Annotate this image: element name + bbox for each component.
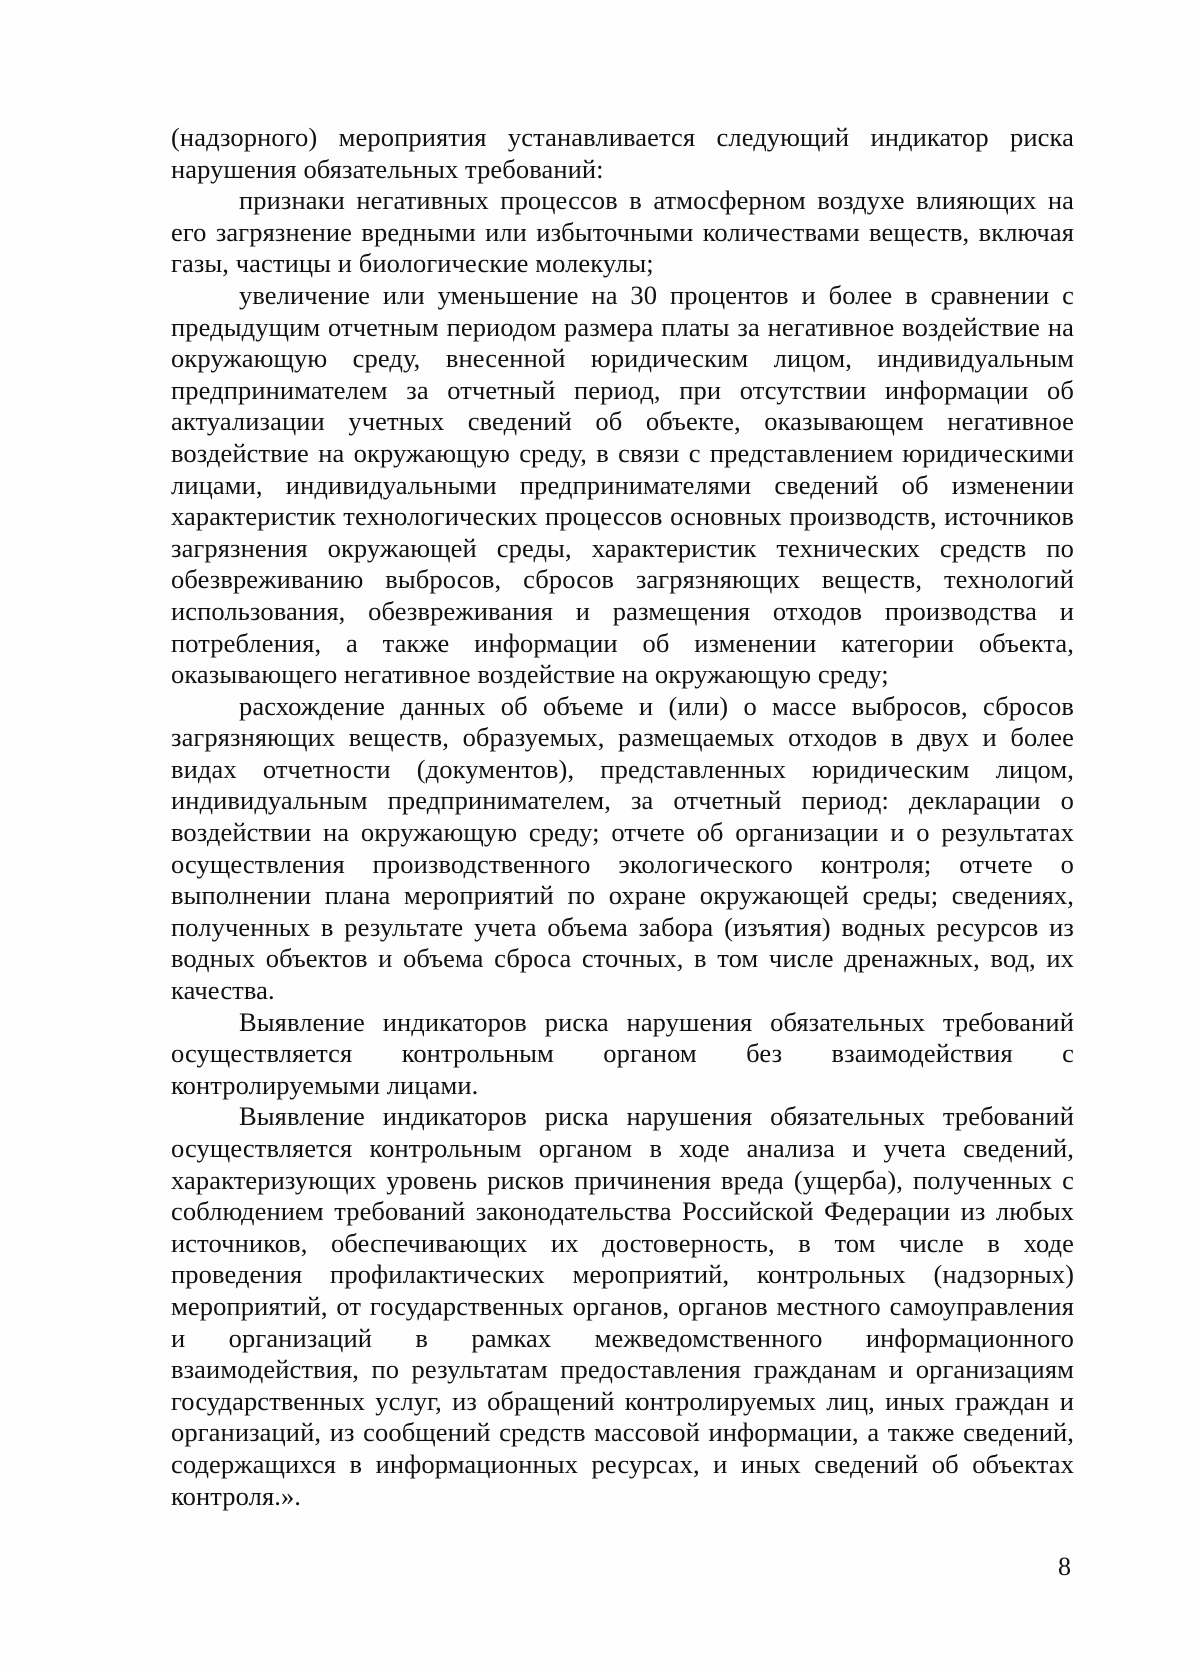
paragraph-data-discrepancy: расхождение данных об объеме и (или) о массе выбросов, сбросов загрязняющих веществ, образуемых, размещаемых отходов в двух и более видах отчетности (документов), представленных юридическим лицом, индивидуальным предпринимателем, за отчетный период: декларации о воздействии на окружающую среду; отчете об организации и о результатах осуществления производственного экологического контроля; отчете о выполнении плана мероприятий по охране окружающей среды; сведениях, полученных в результате учета объема забора (изъятия) водных ресурсов из водных объектов и объема сброса сточных, в том числе дренажных, вод, их качества.: [171, 690, 1074, 1006]
paragraph-continuation: (надзорного) мероприятия устанавливается следующий индикатор риска нарушения обязательных требований:: [171, 122, 1074, 184]
page-number: 8: [1058, 1552, 1071, 1581]
paragraph-detection-sources: Выявление индикаторов риска нарушения обязательных требований осуществляется контрольным органом в ходе анализа и учета сведений, характеризующих уровень рисков причинения вреда (ущерба), полученных с соблюдением требований законодательства Российской Федерации из любых источников, обеспечивающих их достоверность, в том числе в ходе проведения профилактических мероприятий, контрольных (надзорных) мероприятий, от государственных органов, органов местного самоуправления и организаций в рамках межведомственного информационного взаимодействия, по результатам предоставления гражданам и организациям государственных услуг, из обращений контролируемых лиц, иных граждан и организаций, из сообщений средств массовой информации, а также сведений, содержащихся в информационных ресурсах, и иных сведений об объектах контроля.».: [171, 1101, 1074, 1511]
paragraph-fee-change: увеличение или уменьшение на 30 процентов и более в сравнении с предыдущим отчетным периодом размера платы за негативное воздействие на окружающую среду, внесенной юридическим лицом, индивидуальным предпринимателем за отчетный период, при отсутствии информации об актуализации учетных сведений об объекте, оказывающем негативное воздействие на окружающую среду, в связи с представлением юридическими лицами, индивидуальными предпринимателями сведений об изменении характеристик технологических процессов основных производств, источников загрязнения окружающей среды, характеристик технических средств по обезвреживанию выбросов, сбросов загрязняющих веществ, технологий использования, обезвреживания и размещения отходов производства и потребления, а также информации об изменении категории объекта, оказывающего негативное воздействие на окружающую среду;: [171, 279, 1074, 690]
document-body: [171, 122, 1074, 1512]
paragraph-detection-without-interaction: Выявление индикаторов риска нарушения обязательных требований осуществляется контрольным органом без взаимодействия с контролируемыми лицами.: [171, 1006, 1074, 1100]
paragraph-atmospheric-signs: признаки негативных процессов в атмосферном воздухе влияющих на его загрязнение вредными или избыточными количествами веществ, включая газы, частицы и биологические молекулы;: [171, 185, 1074, 279]
